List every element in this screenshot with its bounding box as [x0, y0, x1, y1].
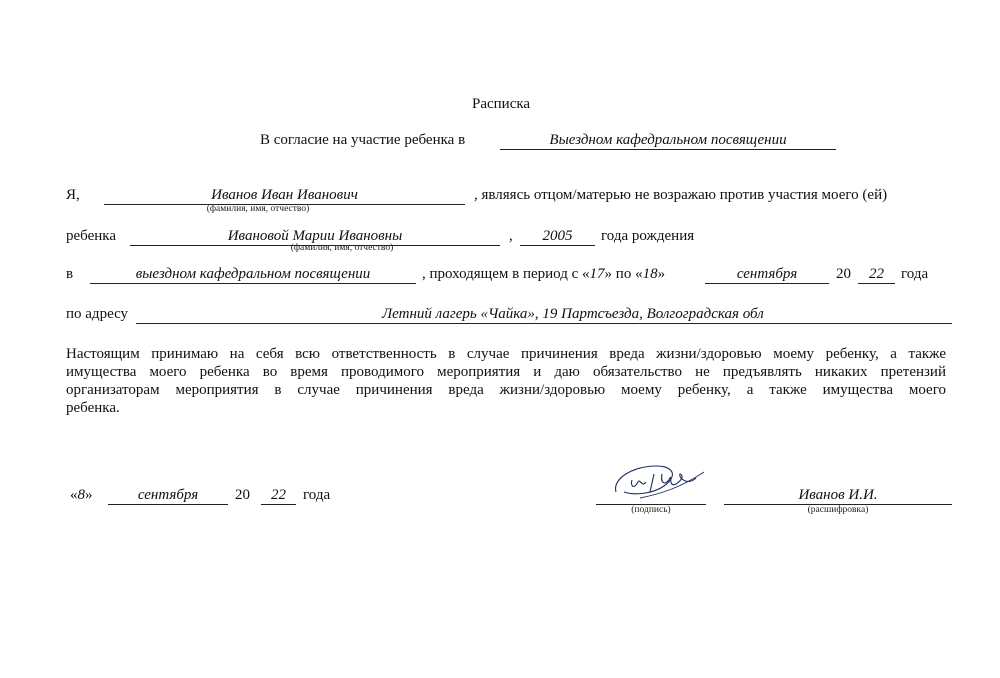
date-century: 20 [235, 487, 250, 503]
address-value: Летний лагерь «Чайка», 19 Партсъезда, Волгоградская обл [382, 306, 764, 322]
child-prefix: ребенка [66, 228, 116, 244]
date-year-field: 22 [261, 486, 296, 505]
period-text: , проходящем в период с «17» по «18» [422, 266, 666, 282]
date-year-word: года [303, 487, 331, 503]
parent-prefix: Я, [66, 187, 80, 203]
event-year-word: года [901, 266, 929, 282]
child-name-caption: (фамилия, имя, отчество) [290, 243, 394, 253]
event-century: 20 [836, 266, 851, 282]
date-month-field: сентября [108, 486, 228, 505]
child-name-field: Ивановой Марии Ивановны [130, 227, 500, 246]
child-comma: , [509, 228, 513, 244]
parent-name-field: Иванов Иван Иванович [104, 186, 465, 205]
document-title: Расписка [472, 96, 531, 112]
address-field [136, 305, 952, 324]
birth-year-field: 2005 [520, 227, 595, 246]
event-name-field: выездном кафедральном посвящении [90, 265, 416, 284]
event-prefix: в [66, 266, 74, 282]
decoding-name-field: Иванов И.И. [724, 486, 952, 505]
birth-year-suffix: года рождения [601, 228, 695, 244]
event-month-field: сентября [705, 265, 829, 284]
decoding-caption: (расшифровка) [807, 505, 869, 515]
paragraph-line-4: ребенка. [66, 400, 120, 416]
consent-label: В согласие на участие ребенка в [260, 132, 466, 148]
paragraph-line-1: Настоящим принимаю на себя всю ответственность в случае причинения вреда жизни/здоровью моему ребенку, а также [66, 346, 946, 362]
signature-line [596, 486, 706, 505]
responsibility-paragraph [66, 345, 946, 417]
parent-suffix: , являясь отцом/матерью не возражаю против участия моего (ей) [474, 187, 888, 203]
address-prefix: по адресу [66, 306, 129, 322]
day-to: 18 [642, 266, 658, 282]
signature-caption: (подпись) [631, 505, 671, 515]
paragraph-line-3: организаторам мероприятия в случае причинения вреда жизни/здоровью моему ребенку, а также имущества моего [66, 382, 946, 398]
parent-name-caption: (фамилия, имя, отчество) [206, 204, 310, 214]
paragraph-line-2: имущества моего ребенка во время проводимого мероприятия и даю обязательство не предъявлять никаких претензий [66, 364, 946, 380]
consent-event-field: Выездном кафедральном посвящении [500, 131, 836, 150]
day-from: 17 [589, 266, 605, 282]
date-day: «8» [70, 487, 93, 503]
event-year-field: 22 [858, 265, 895, 284]
